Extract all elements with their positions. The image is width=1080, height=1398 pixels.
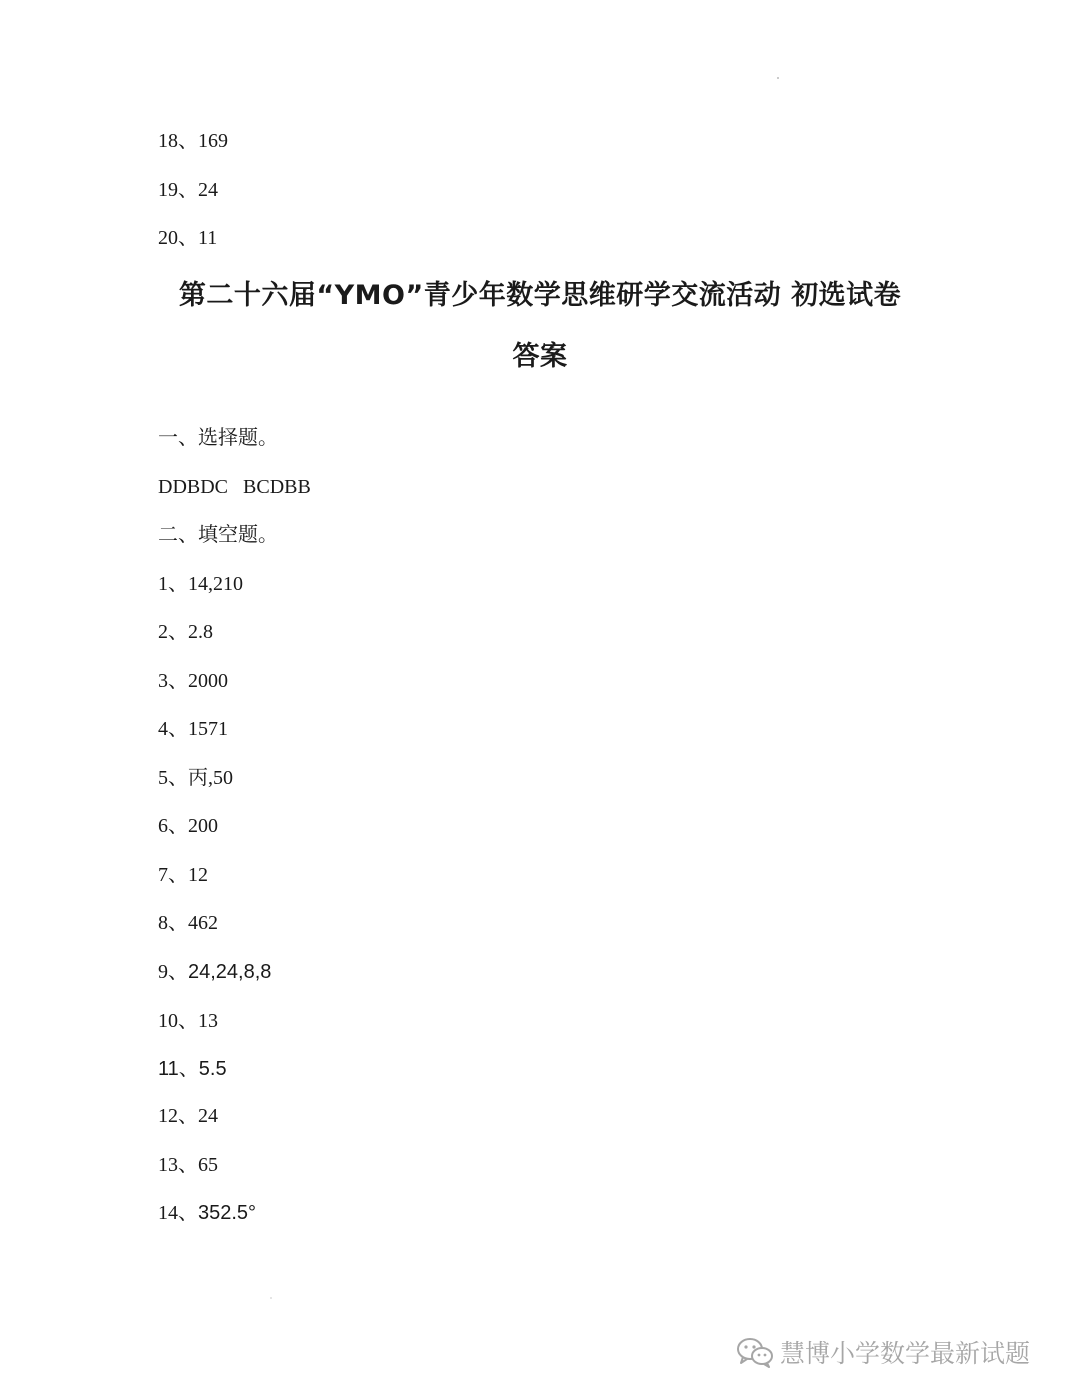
item-number: 3、 (158, 670, 188, 692)
item-value: 200 (188, 815, 218, 837)
fill-item-5 (158, 764, 233, 792)
item-value: 65 (198, 1154, 218, 1176)
fill-item-12 (158, 1102, 218, 1130)
item-number: 1、 (158, 573, 188, 595)
page-title: 第二十六届“YMO”青少年数学思维研学交流活动 初选试卷 (178, 280, 902, 311)
item-number: 11、 (158, 1058, 199, 1080)
fill-item-6 (158, 812, 218, 840)
item-number: 14、 (158, 1202, 198, 1224)
item-value: 24,24,8,8 (188, 961, 272, 983)
scan-speck (777, 77, 779, 79)
item-value: 13 (198, 1010, 218, 1032)
fill-item-13 (158, 1151, 218, 1179)
item-value: 2.8 (188, 621, 213, 643)
item-number: 13、 (158, 1154, 198, 1176)
item-value: 丙,50 (188, 767, 233, 789)
section-heading-fill: 二、填空题。 (158, 524, 278, 546)
item-number: 2、 (158, 621, 188, 643)
fill-item-11 (158, 1055, 227, 1083)
page-subtitle: 答案 (512, 341, 568, 372)
item-number: 7、 (158, 864, 188, 886)
watermark-text: 慧博小学数学最新试题 (780, 1339, 1031, 1368)
item-number: 4、 (158, 718, 188, 740)
choice-answers: DDBDC BCDBB (158, 476, 311, 498)
fill-item-2 (158, 618, 213, 646)
answer-19: 19、24 (158, 179, 218, 201)
item-value: 462 (188, 912, 218, 934)
answer-18: 18、169 (158, 130, 228, 152)
watermark (736, 1332, 1030, 1372)
answer-20: 20、11 (158, 227, 218, 249)
item-number: 5、 (158, 767, 188, 789)
fill-item-8 (158, 909, 218, 937)
item-value: 352.5° (198, 1202, 257, 1224)
item-value: 5.5 (198, 1058, 227, 1080)
fill-item-4 (158, 715, 228, 743)
item-number: 10、 (158, 1010, 198, 1032)
fill-item-10 (158, 1007, 218, 1035)
wechat-icon (736, 1336, 774, 1368)
fill-item-14 (158, 1199, 256, 1227)
item-value: 14,210 (188, 573, 243, 595)
item-number: 12、 (158, 1105, 198, 1127)
item-value: 1571 (188, 718, 228, 740)
fill-item-1 (158, 570, 243, 598)
fill-item-7 (158, 861, 208, 889)
item-value: 2000 (188, 670, 228, 692)
fill-item-3 (158, 667, 228, 695)
fill-item-9 (158, 958, 271, 986)
item-number: 9、 (158, 961, 188, 983)
section-heading-choice: 一、选择题。 (158, 427, 278, 449)
item-number: 6、 (158, 815, 188, 837)
item-number: 8、 (158, 912, 188, 934)
item-value: 12 (188, 864, 208, 886)
item-value: 24 (198, 1105, 218, 1127)
scan-speck (270, 1297, 272, 1299)
